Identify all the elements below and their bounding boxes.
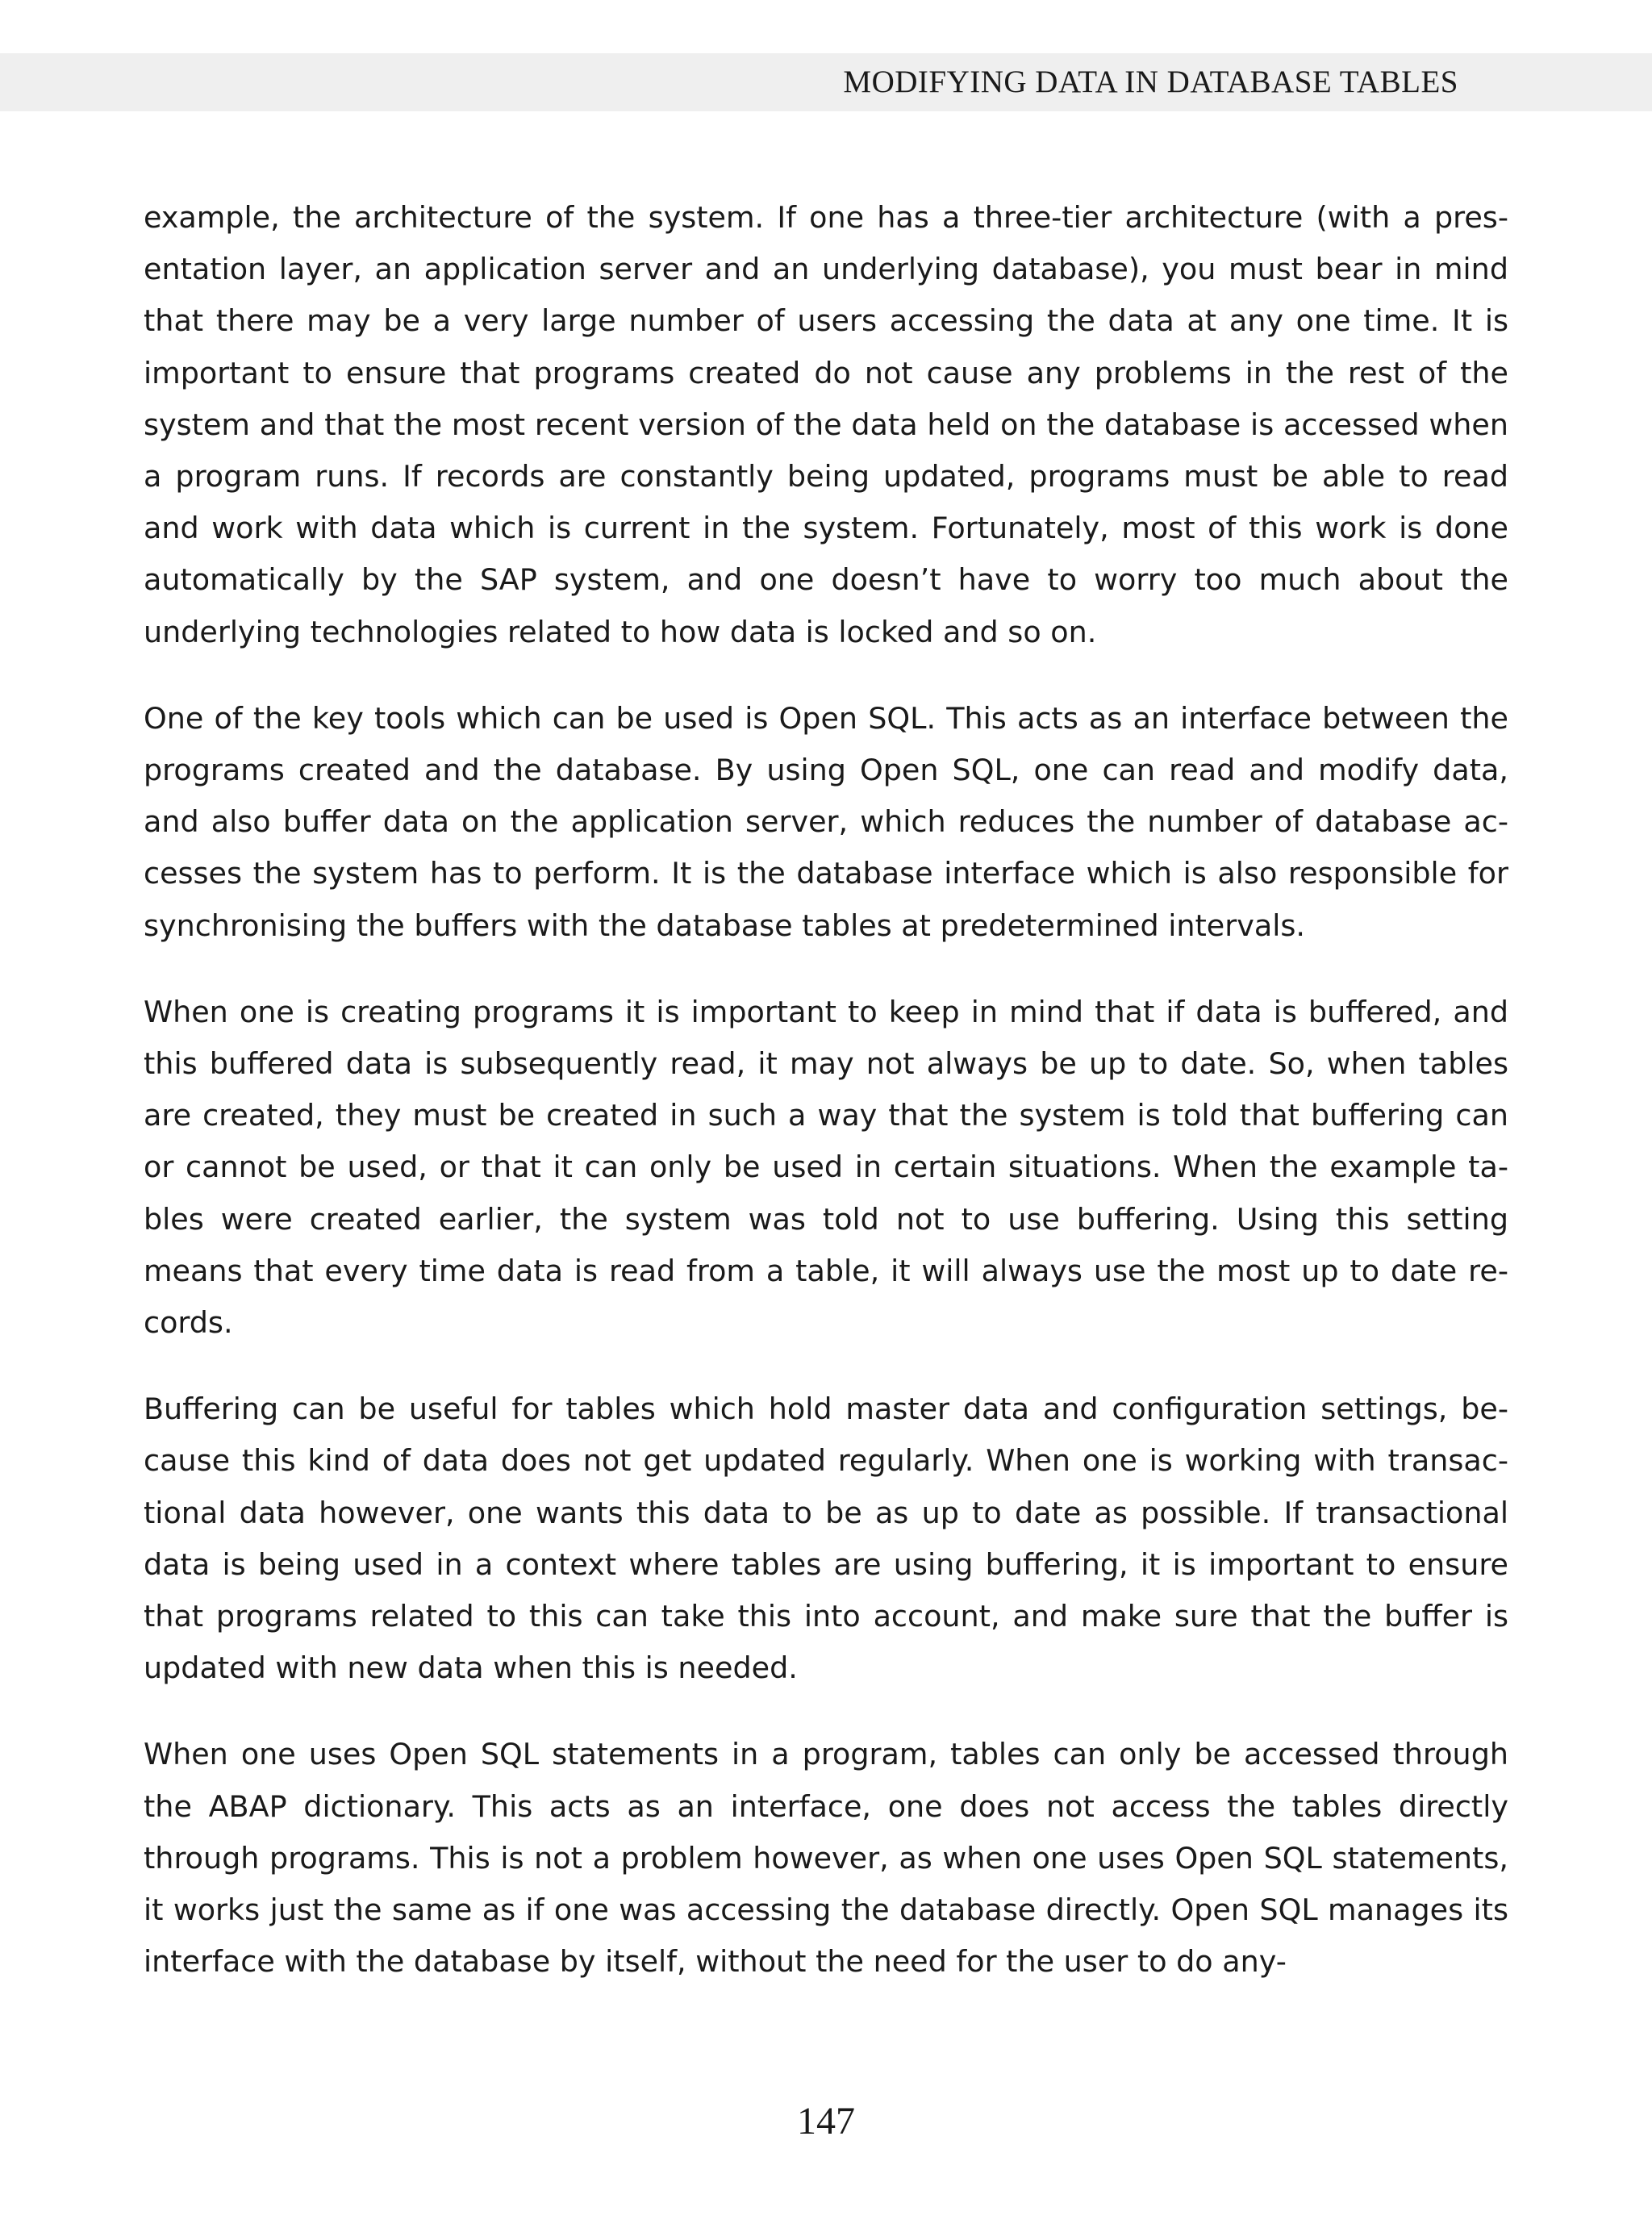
page-body [144,192,1508,2023]
page-number: 147 [797,2100,855,2143]
body-paragraph-3: When one is creating programs it is important to keep in mind that if data is buffered, and this buffered data is subsequently read, it may not always be up to date. So, when tables are created, they must be created in such a way that the system is told that buffering can or cannot be used, or that it can only be used in certain situations. When the example tables were created earlier, the system was told not to use buffering. Using this setting means that every time data is read from a table, it will always use the most up to date records. [144,994,1508,1341]
body-paragraph-5: When one uses Open SQL statements in a program, tables can only be accessed through the ABAP dictionary. This acts as an interface, one does not access the tables directly through programs. This is not a problem however, as when one uses Open SQL statements, it works just the same as if one was accessing the database directly. Open SQL manages its interface with the database by itself, without the need for the user to do any- [144,1737,1508,1980]
running-header-title: MODIFYING DATA IN DATABASE TABLES [843,65,1458,99]
body-paragraph-2: One of the key tools which can be used is Open SQL. This acts as an interface between the programs created and the database. By using Open SQL, one can read and modify data, and also buffer data on the application server, which reduces the number of database accesses the system has to perform. It is the database interface which is also responsible for synchronising the buffers with the database tables at predetermined intervals. [144,700,1508,943]
body-paragraph-1: example, the architecture of the system. If one has a three-tier architecture (with a presentation layer, an application server and an underlying database), you must bear in mind that there may be a very large number of users accessing the data at any one time. It is important to ensure that programs created do not cause any problems in the rest of the system and that the most recent version of the data held on the database is accessed when a program runs. If records are constantly being updated, programs must be able to read and work with data which is current in the system. Fortunately, most of this work is done automatically by the SAP system, and one doesn’t have to worry too much about the underlying technologies related to how data is locked and so on. [144,200,1508,649]
body-paragraph-4: Buffering can be useful for tables which hold master data and configuration settings, because this kind of data does not get updated regularly. When one is working with transactional data however, one wants this data to be as up to date as possible. If transactional data is being used in a context where tables are using buffering, it is important to ensure that programs related to this can take this into account, and make sure that the buffer is updated with new data when this is needed. [144,1392,1508,1686]
